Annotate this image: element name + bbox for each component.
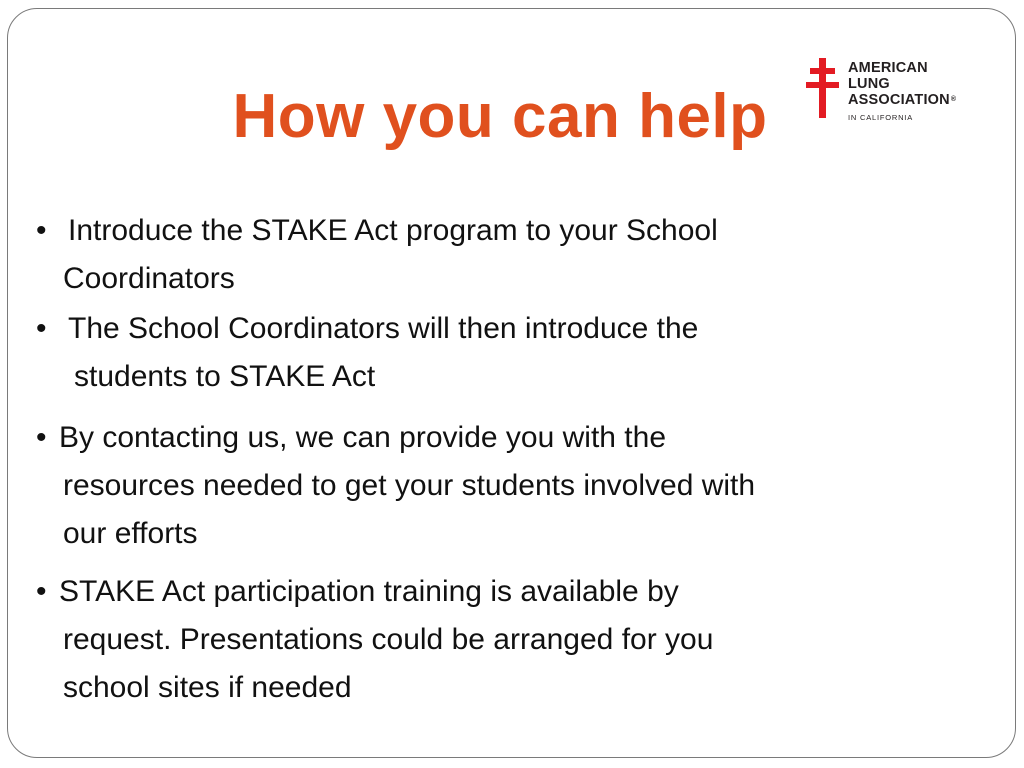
bullet-dot: • (36, 312, 47, 345)
bullet-dot: • (36, 575, 47, 608)
bullet-marker (36, 414, 47, 462)
bullet-2-line-1: The School Coordinators will then introduce the (68, 312, 699, 345)
bullet-dot: • (36, 214, 47, 247)
logo-line-american: AMERICAN (848, 60, 928, 76)
bullet-marker (36, 305, 47, 353)
bullet-dot: • (36, 421, 47, 454)
bullet-4-line-1: STAKE Act participation training is available by (59, 575, 679, 608)
logo-association-text: ASSOCIATION (848, 92, 950, 108)
bullet-3-line-3: our efforts (63, 517, 198, 550)
bullet-4-line-3: school sites if needed (63, 671, 352, 704)
bullet-marker (36, 568, 47, 616)
logo-subtitle: IN CALIFORNIA (848, 113, 913, 122)
logo-line-lung: LUNG (848, 76, 890, 92)
bullet-1-line-1: Introduce the STAKE Act program to your School (68, 214, 718, 247)
registered-mark: ® (950, 96, 957, 103)
bullet-3-line-2: resources needed to get your students involved with (63, 469, 756, 502)
slide-title: How you can help (232, 82, 768, 151)
bullet-3-line-1: By contacting us, we can provide you with the (59, 421, 667, 454)
bullet-1-line-2: Coordinators (63, 262, 235, 295)
bullet-marker (36, 207, 47, 255)
bullet-4-line-2: request. Presentations could be arranged for you (63, 623, 714, 656)
bullet-2-line-2: students to STAKE Act (74, 360, 376, 393)
